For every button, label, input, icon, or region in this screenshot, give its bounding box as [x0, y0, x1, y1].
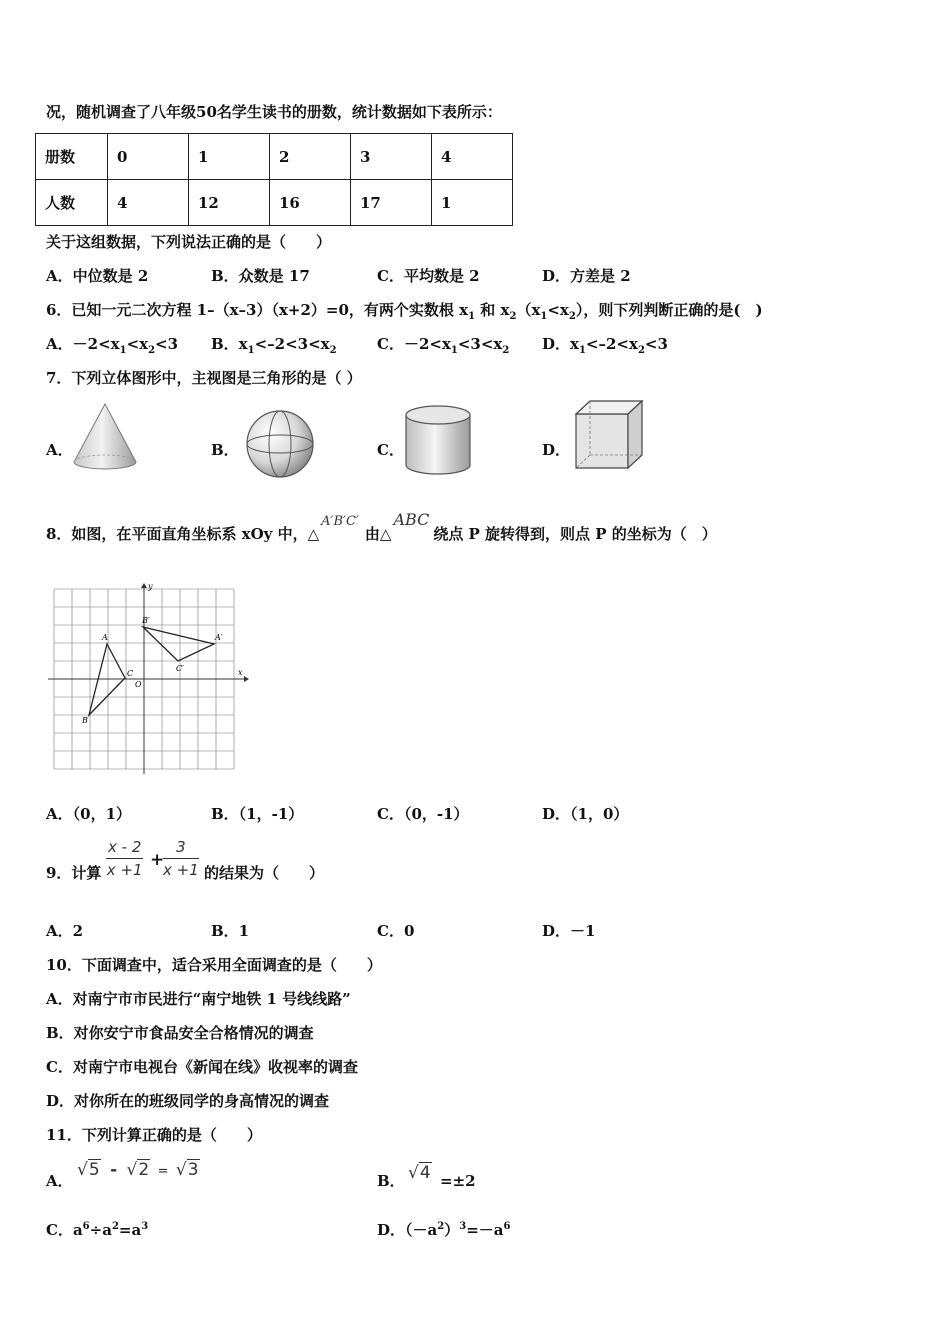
q8-option-c[interactable]: C．（0，-1）: [377, 805, 469, 823]
q9-fraction-2: $\frac{3}{x +1}$: [163, 838, 199, 879]
point-b-prime-label: B′: [142, 616, 150, 625]
q11-option-b-result: =±2: [440, 1172, 476, 1190]
table-cell: 12: [189, 180, 270, 226]
table-cell: 16: [270, 180, 351, 226]
q5-stem: 关于这组数据，下列说法正确的是（ ）: [46, 233, 332, 251]
origin-label: O: [135, 680, 142, 689]
q7-option-b-label[interactable]: B．: [211, 441, 239, 459]
point-c-label: C: [127, 669, 134, 678]
table-row: [36, 180, 513, 226]
q5-option-b[interactable]: B．众数是 17: [211, 267, 310, 285]
q8-option-d[interactable]: D．（1，0）: [542, 805, 629, 823]
table-cell: 3: [351, 134, 432, 180]
q8-stem: 8．如图，在平面直角坐标系 xOy 中，△A′B′C′由△ABC绕点 P 旋转得到，则点 P 的坐标为（ ）: [46, 510, 717, 543]
q7-option-d-label[interactable]: D．: [542, 441, 571, 459]
q6-option-c[interactable]: C．$-2<x_1<3<x_2$: [377, 335, 510, 356]
sphere-figure: [244, 408, 316, 480]
point-b-label: B: [82, 716, 88, 725]
q9-option-a[interactable]: A．2: [46, 922, 84, 940]
x-axis-label: x: [238, 668, 243, 677]
q7-option-a-label[interactable]: A．: [46, 441, 73, 459]
q9-stem-start: 9．计算: [46, 864, 102, 882]
q5-option-a[interactable]: A．中位数是 2: [46, 267, 149, 285]
q10-option-b[interactable]: B．对你安宁市食品安全合格情况的调查: [46, 1024, 314, 1042]
table-cell: 4: [432, 134, 513, 180]
q7-option-c-label[interactable]: C．: [377, 441, 404, 459]
point-a-prime-label: A′: [215, 633, 223, 642]
table-row: [36, 134, 513, 180]
q7-stem: 7．下列立体图形中，主视图是三角形的是（ ）: [46, 369, 362, 387]
coordinate-grid-figure: [44, 582, 249, 777]
q5-option-d[interactable]: D．方差是 2: [542, 267, 631, 285]
table-cell: 2: [270, 134, 351, 180]
table-cell: 17: [351, 180, 432, 226]
q6-option-a[interactable]: A．$-2<x_1<x_2<3$: [46, 335, 179, 356]
table-cell: 人数: [36, 180, 108, 226]
data-table: [35, 133, 513, 226]
q9-option-d[interactable]: D．－1: [542, 922, 596, 940]
q11-option-c[interactable]: C．$a^6\div a^2=a^3$: [46, 1221, 149, 1239]
table-cell: 1: [189, 134, 270, 180]
q9-stem-end: 的结果为（ ）: [204, 864, 325, 882]
q6-option-b[interactable]: B．$x_1<-2<3<x_2$: [211, 335, 337, 356]
table-cell: 4: [108, 180, 189, 226]
q9-option-c[interactable]: C．0: [377, 922, 415, 940]
q11-option-d[interactable]: D．$(-a^2)^3=-a^6$: [377, 1221, 511, 1239]
triangle-abc-prime: [143, 627, 214, 661]
q9-fraction-1: $\frac{x - 2}{x +1}$: [106, 838, 143, 879]
q11-option-a-expression: √5 - √2 = √3: [77, 1160, 199, 1180]
cube-figure: [570, 398, 646, 474]
table-cell: 1: [432, 180, 513, 226]
q9-plus: +: [150, 850, 165, 870]
q8-option-b[interactable]: B．（1，-1）: [211, 805, 304, 823]
triangle-label: ABC: [393, 510, 430, 529]
q11-stem: 11．下列计算正确的是（ ）: [46, 1126, 262, 1144]
point-a-label: A: [102, 633, 108, 642]
q5-option-c[interactable]: C．平均数是 2: [377, 267, 480, 285]
triangle-prime-label: A′B′C′: [321, 514, 359, 529]
q9-option-b[interactable]: B．1: [211, 922, 250, 940]
table-cell: 0: [108, 134, 189, 180]
q10-stem: 10．下面调查中，适合采用全面调查的是（ ）: [46, 956, 382, 974]
q10-option-a[interactable]: A．对南宁市市民进行“南宁地铁 1 号线线路”: [46, 990, 351, 1008]
q8-option-a[interactable]: A．（0，1）: [46, 805, 132, 823]
q10-option-c[interactable]: C．对南宁市电视台《新闻在线》收视率的调查: [46, 1058, 358, 1076]
q11-option-b-label[interactable]: B．: [377, 1172, 405, 1190]
q11-option-a-label[interactable]: A．: [46, 1172, 73, 1190]
q6-stem: 6．已知一元二次方程 1–（x–3）（x+2）=0，有两个实数根 $x_1$ 和 $x_2(x_1<x_2)$，则下列判断正确的是( ): [46, 301, 763, 322]
cylinder-figure: [402, 403, 474, 479]
cone-figure: [70, 400, 140, 475]
y-axis-label: y: [148, 582, 153, 591]
table-cell: 册数: [36, 134, 108, 180]
q6-option-d[interactable]: D．$x_1<-2<x_2<3$: [542, 335, 668, 356]
q11-option-b-expression: √4: [408, 1163, 431, 1183]
intro-text: 况，随机调查了八年级50名学生读书的册数，统计数据如下表所示：: [46, 103, 502, 121]
q10-option-d[interactable]: D．对你所在的班级同学的身高情况的调查: [46, 1092, 330, 1110]
point-c-prime-label: C′: [176, 664, 184, 673]
